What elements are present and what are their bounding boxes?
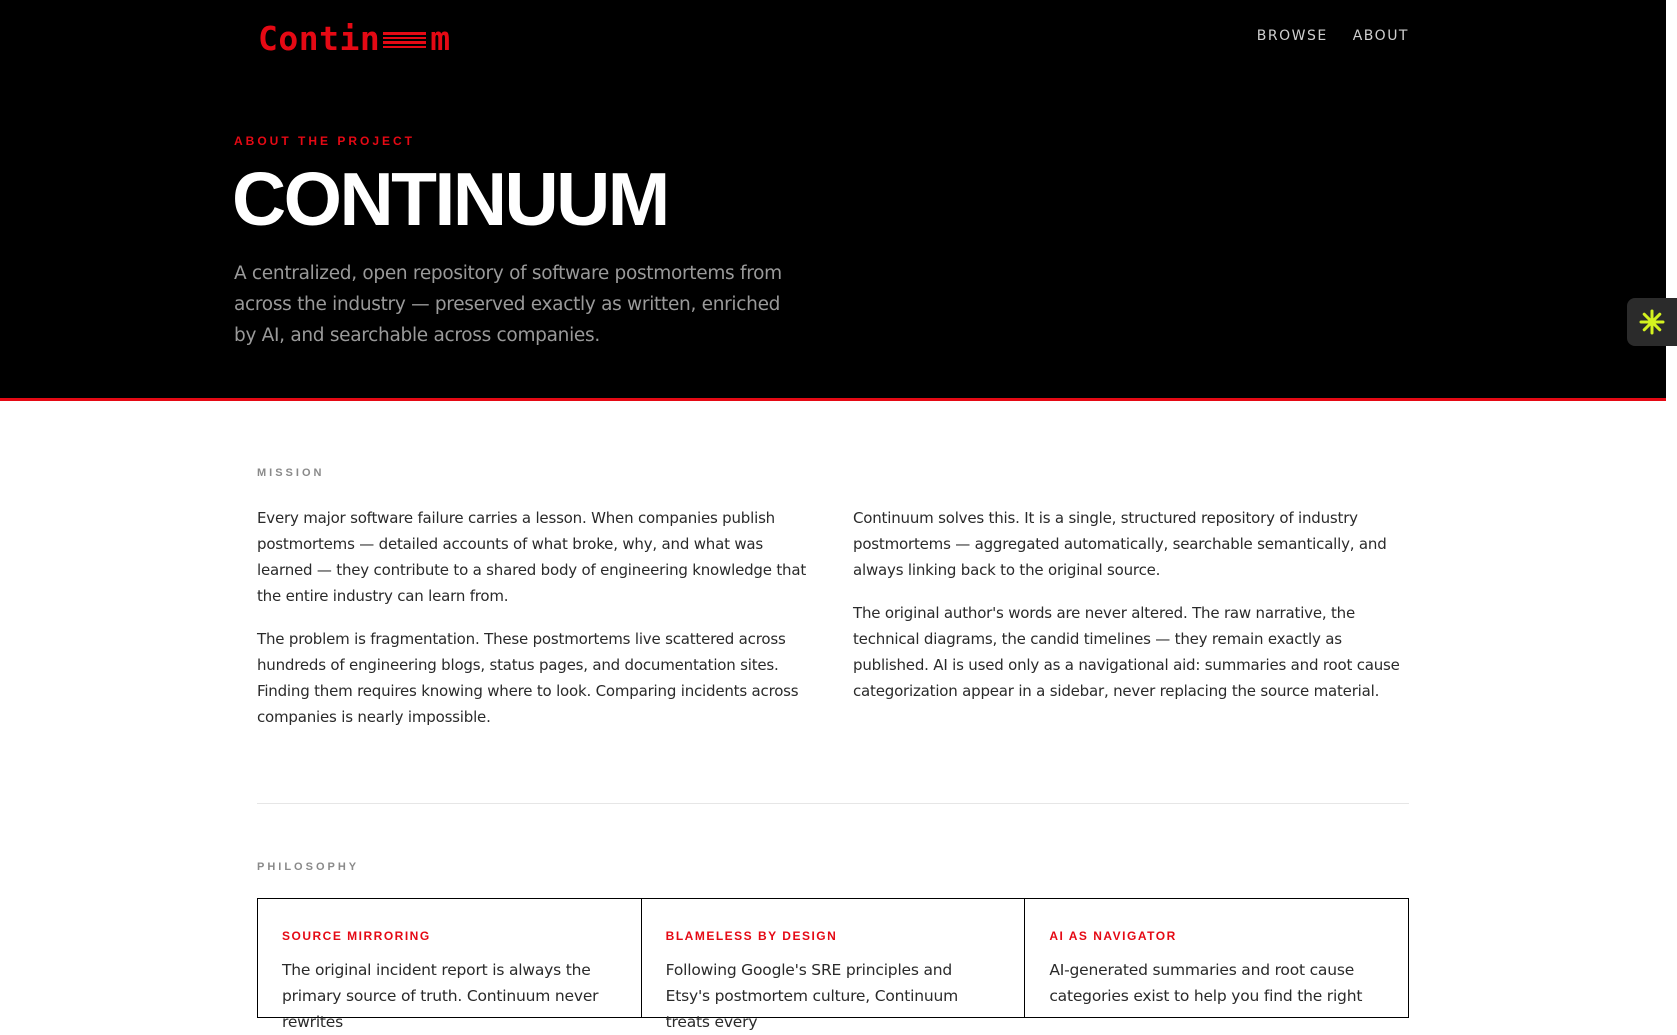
philosophy-card-blameless — [642, 899, 1026, 1031]
mission-paragraph: Continuum solves this. It is a single, structured repository of industry postmortems — aggregated automatically, searchable semantically, and always linking back to the original source. — [853, 509, 1387, 579]
card-text: AI-generated summaries and root cause categories exist to help you find the right — [1049, 961, 1363, 1005]
hero-eyebrow: ABOUT THE PROJECT — [234, 134, 416, 148]
hero-section — [0, 0, 1666, 401]
side-widget-button[interactable] — [1627, 298, 1677, 346]
mission-left-column — [257, 505, 812, 747]
card-title: AI AS NAVIGATOR — [1049, 929, 1177, 943]
card-text: Following Google's SRE principles and Etsy's postmortem culture, Continuum treats every — [665, 961, 958, 1031]
logo-text-prefix: Contin — [258, 18, 381, 58]
main-nav — [1257, 28, 1409, 44]
logo-bars-icon — [383, 29, 426, 51]
philosophy-label: PHILOSOPHY — [257, 861, 360, 873]
card-title: SOURCE MIRRORING — [282, 929, 431, 943]
philosophy-card-source-mirroring — [258, 899, 642, 1031]
card-text: The original incident report is always the primary source of truth. Continuum never rewrites — [282, 961, 599, 1031]
philosophy-card-ai-navigator — [1025, 899, 1408, 1017]
mission-label: MISSION — [257, 467, 325, 479]
mission-paragraph: The original author's words are never altered. The raw narrative, the technical diagrams, the candid timelines — they remain exactly as published. AI is used only as a navigational aid: summaries and root cause categorization appear in a sidebar, never replacing the source material. — [853, 604, 1400, 700]
section-divider — [257, 803, 1409, 804]
logo-text-suffix: m — [430, 18, 451, 58]
asterisk-icon — [1638, 308, 1666, 336]
page-title: CONTINUUM — [232, 157, 668, 241]
logo[interactable] — [258, 18, 451, 58]
nav-browse-link[interactable]: BROWSE — [1256, 28, 1328, 44]
mission-paragraph: The problem is fragmentation. These postmortems live scattered across hundreds of engineering blogs, status pages, and documentation sites. Finding them requires knowing where to look. Comparing incidents across companies is nearly impossible. — [257, 630, 799, 726]
philosophy-cards — [257, 898, 1409, 1031]
nav-about-link[interactable]: ABOUT — [1352, 28, 1409, 44]
mission-paragraph: Every major software failure carries a lesson. When companies publish postmortems — detailed accounts of what broke, why, and what was learned — they contribute to a shared body of engineering knowledge that the entire industry can learn from. — [257, 509, 807, 605]
mission-right-column — [853, 505, 1413, 721]
hero-description: A centralized, open repository of software postmortems from across the industry — preserved exactly as written, enriched by AI, and searchable across companies. — [234, 263, 782, 346]
card-title: BLAMELESS BY DESIGN — [665, 929, 838, 943]
